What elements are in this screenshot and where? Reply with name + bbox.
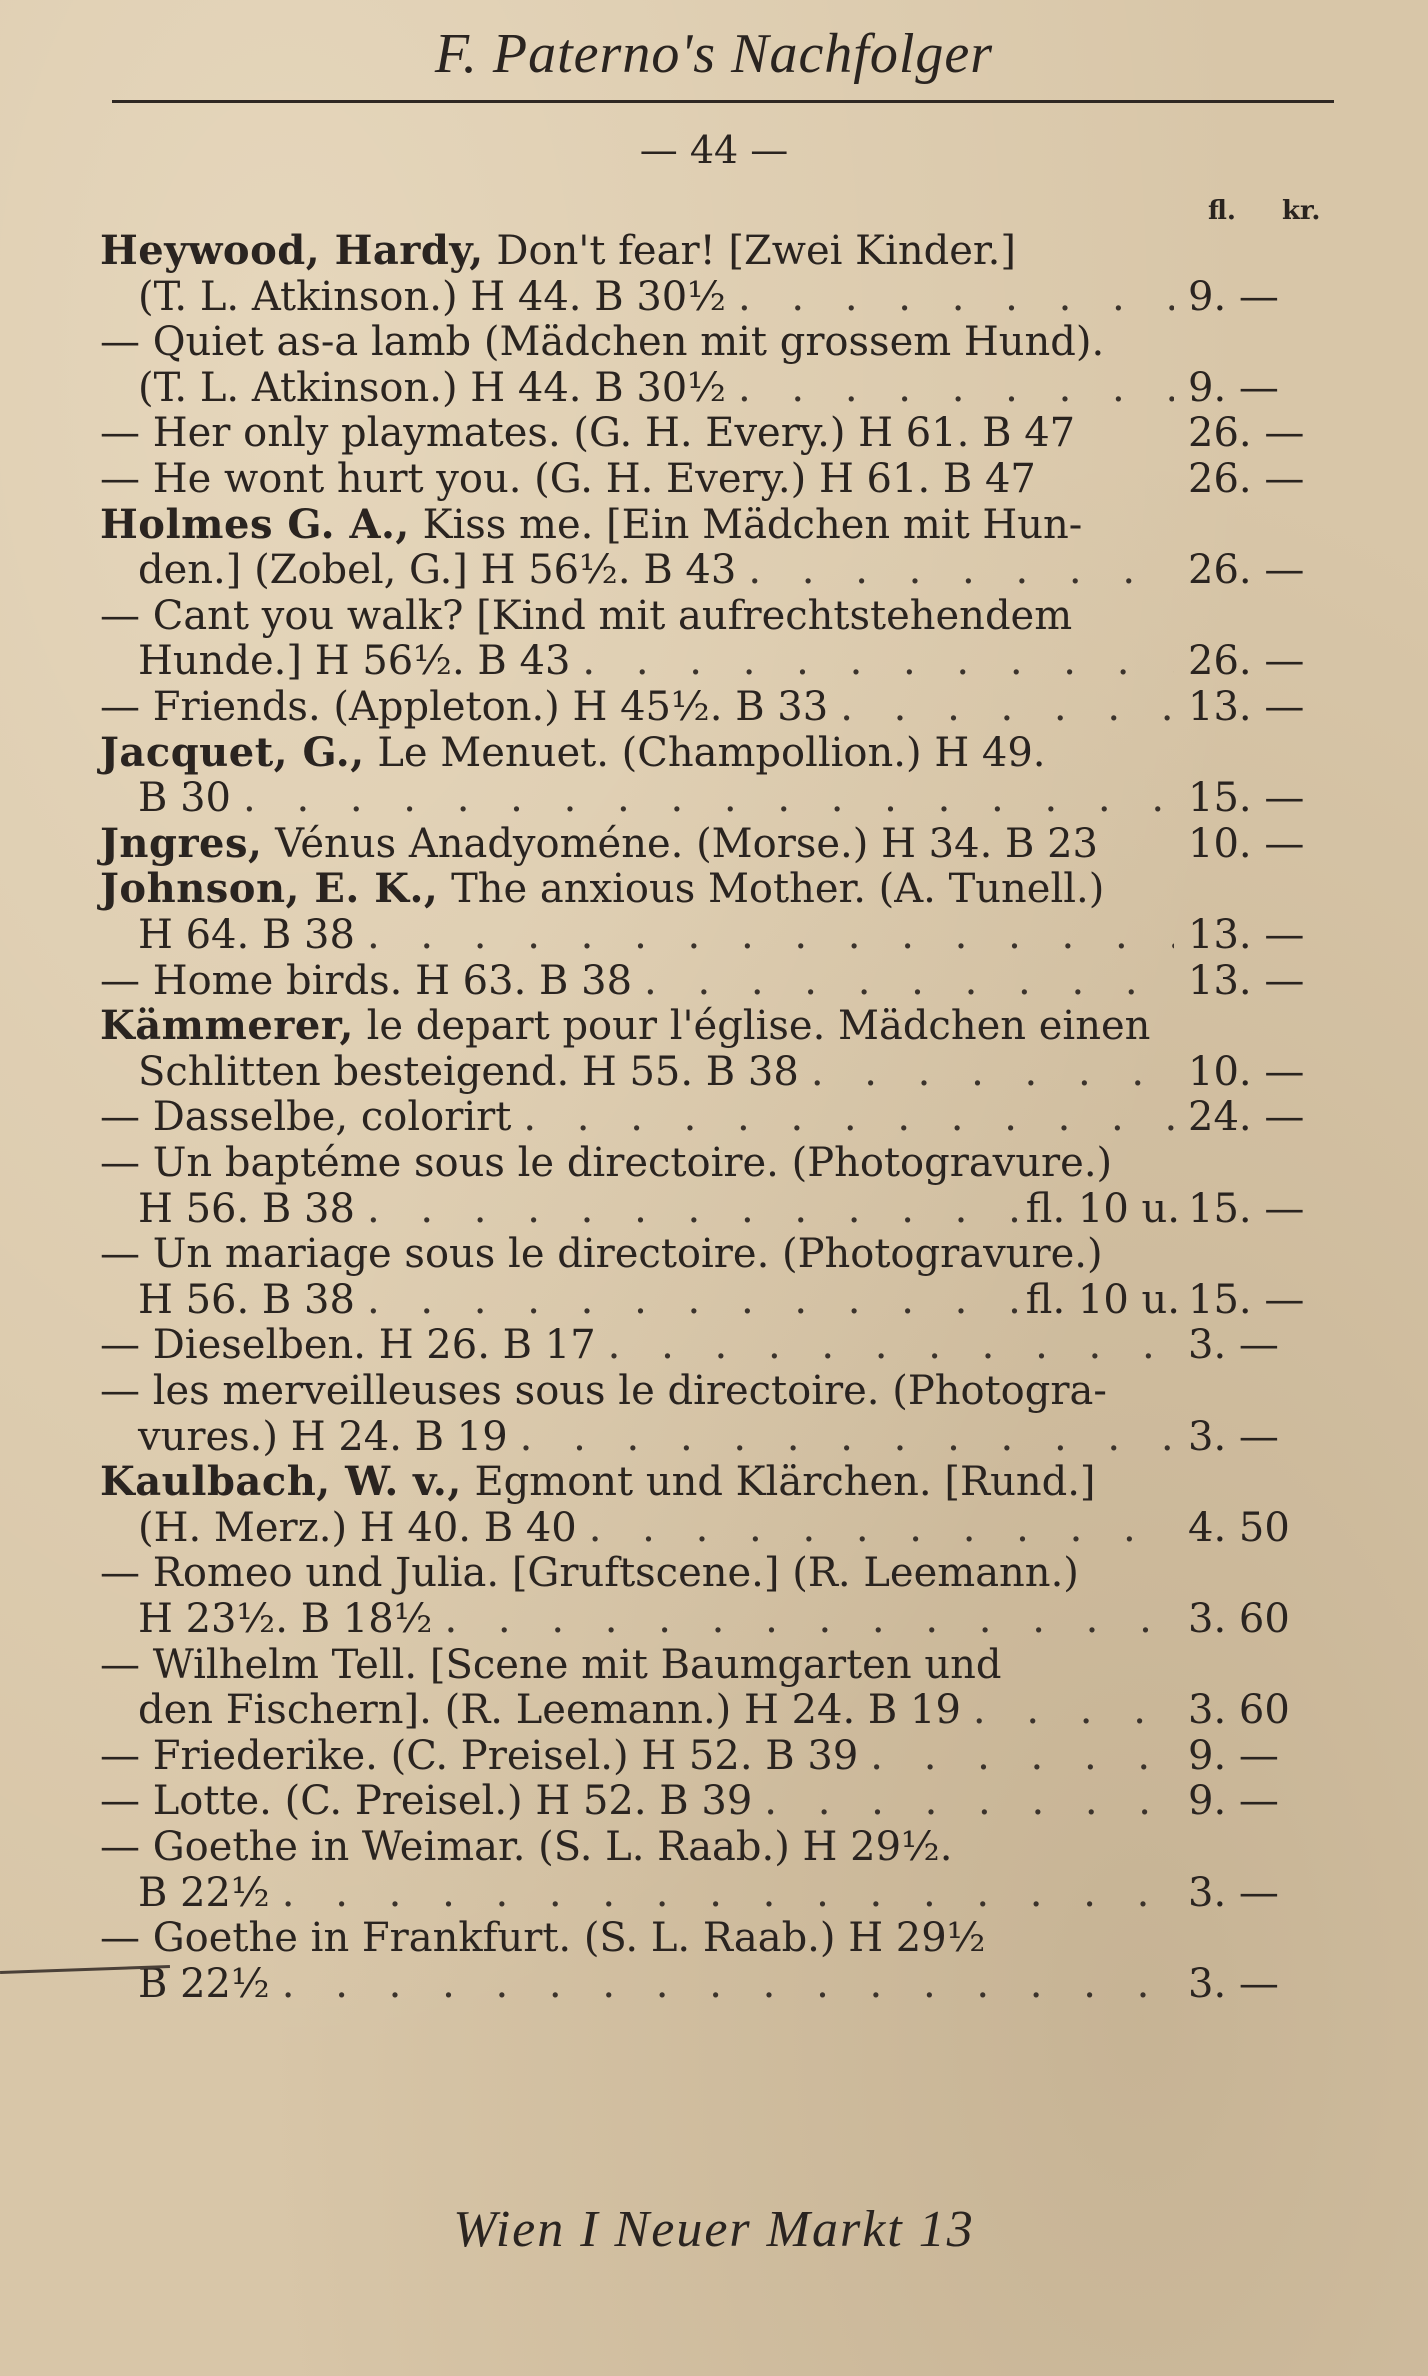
entry-text xyxy=(138,1870,270,1916)
leader-dots xyxy=(520,1414,1174,1460)
entry-text xyxy=(100,1642,1001,1688)
entry-text xyxy=(100,866,1104,912)
entry-title: B 22½ xyxy=(138,1869,270,1916)
entry-text xyxy=(100,410,1075,456)
leader-dots xyxy=(738,365,1174,411)
entry-line xyxy=(100,1778,1180,1824)
entry-title: den Fischern]. (R. Leemann.) H 24. B 19 xyxy=(138,1687,961,1734)
entry-text xyxy=(100,1550,1079,1596)
entry-line xyxy=(138,1961,1180,2007)
entry-line xyxy=(100,1003,1180,1049)
entry-line xyxy=(138,1186,1180,1232)
entry-line xyxy=(100,1824,1180,1870)
entry-title: — He wont hurt you. (G. H. Every.) H 61. B 47 xyxy=(100,456,1036,502)
entry-title: B 22½ xyxy=(138,1960,270,2007)
entry-line xyxy=(100,593,1180,639)
entry-text xyxy=(100,1459,1096,1505)
entry-author: Kämmerer, xyxy=(100,1002,354,1050)
entry-text xyxy=(100,593,1072,639)
entry-line xyxy=(100,958,1180,1004)
entry-text xyxy=(100,502,1082,548)
entry-text xyxy=(100,228,1016,274)
entry-line xyxy=(100,1094,1180,1140)
entry-line xyxy=(100,821,1180,867)
entry-title: B 30 xyxy=(138,775,232,822)
entry-price: 3. — xyxy=(1188,1960,1279,2007)
entry-text xyxy=(100,958,632,1004)
entry-text xyxy=(138,1277,355,1323)
entry-text xyxy=(100,1322,596,1368)
entry-price: 10. — xyxy=(1188,820,1305,867)
entry-price: 3. 60 xyxy=(1188,1596,1290,1642)
entry-price: 3. — xyxy=(1188,1413,1279,1460)
leader-dots xyxy=(523,1094,1174,1140)
entry-text xyxy=(100,730,1046,776)
leader-dots xyxy=(973,1687,1174,1733)
entry-title: — Un mariage sous le directoire. (Photogravure.) xyxy=(100,1231,1103,1278)
entry-title: — Dieselben. H 26. B 17 xyxy=(100,1322,596,1369)
entry-price: 3. — xyxy=(1188,1869,1279,1916)
leader-dots xyxy=(764,1778,1174,1824)
leader-dots xyxy=(582,638,1174,684)
entry-text xyxy=(100,456,1036,502)
entry-line xyxy=(138,1505,1180,1551)
entry-line xyxy=(138,638,1180,684)
entry-title: (H. Merz.) H 40. B 40 xyxy=(138,1504,577,1551)
entry-title: — Friederike. (C. Preisel.) H 52. B 39 xyxy=(100,1732,859,1779)
entry-frame-note: fl. 10 u. xyxy=(1025,1276,1180,1323)
entry-text xyxy=(100,821,1098,867)
entry-line xyxy=(100,684,1180,730)
entry-title: — Friends. (Appleton.) H 45½. B 33 xyxy=(100,684,829,730)
entry-title: H 23½. B 18½ xyxy=(138,1596,433,1642)
column-head-fl: fl. xyxy=(1208,196,1236,226)
leader-dots xyxy=(367,912,1174,958)
entry-line xyxy=(138,547,1180,593)
entry-line xyxy=(138,1049,1180,1095)
entry-text xyxy=(100,1140,1112,1186)
leader-dots xyxy=(282,1870,1174,1916)
entry-price: 15. — xyxy=(1188,775,1305,822)
entry-title: — Wilhelm Tell. [Scene mit Baumgarten und xyxy=(100,1641,1002,1688)
leader-dots xyxy=(367,1186,1020,1232)
leader-dots xyxy=(282,1961,1174,2007)
entry-text xyxy=(100,1915,985,1961)
entry-price: 9. — xyxy=(1188,1732,1279,1779)
entry-line xyxy=(100,228,1180,274)
entry-line xyxy=(100,730,1180,776)
entry-title: vures.) H 24. B 19 xyxy=(138,1413,508,1460)
entry-price: 15. — xyxy=(1188,1185,1305,1232)
entry-text xyxy=(138,912,355,958)
entry-title: — Home birds. H 63. B 38 xyxy=(100,957,633,1004)
entry-title: The anxious Mother. (A. Tunell.) xyxy=(438,866,1105,913)
entry-text xyxy=(100,1231,1103,1277)
entry-price: 26. — xyxy=(1188,547,1305,594)
entry-text xyxy=(100,1778,752,1824)
leader-dots xyxy=(748,547,1174,593)
entry-title: H 64. B 38 xyxy=(138,912,355,958)
leader-dots xyxy=(644,958,1174,1004)
entry-price: 9. — xyxy=(1188,1778,1279,1825)
leader-dots xyxy=(608,1322,1174,1368)
entry-price: 9. — xyxy=(1188,364,1279,411)
footer-address: Wien I Neuer Markt 13 xyxy=(453,2201,975,2258)
entry-text xyxy=(100,1368,1107,1414)
entry-text xyxy=(138,1186,355,1232)
entry-title: Don't fear! [Zwei Kinder.] xyxy=(483,228,1016,274)
entry-price: 4. 50 xyxy=(1188,1504,1290,1551)
entry-text xyxy=(138,547,736,593)
entry-line xyxy=(100,1915,1180,1961)
entry-title: — Her only playmates. (G. H. Every.) H 61. B 47 xyxy=(100,410,1076,457)
entry-line xyxy=(100,410,1180,456)
entry-text xyxy=(100,1094,511,1140)
entry-text xyxy=(138,1049,799,1095)
leader-dots xyxy=(367,1277,1020,1323)
entry-text xyxy=(100,319,1104,365)
entry-line xyxy=(138,274,1180,320)
entry-line xyxy=(100,1322,1180,1368)
column-head-kr: kr. xyxy=(1282,196,1321,226)
entry-line xyxy=(100,1733,1180,1779)
entry-line xyxy=(100,319,1180,365)
entry-line xyxy=(138,365,1180,411)
leader-dots xyxy=(811,1049,1174,1095)
entry-title: Le Menuet. (Champollion.) H 49. xyxy=(364,729,1046,776)
entry-title: — Goethe in Frankfurt. (S. L. Raab.) H 29½ xyxy=(100,1915,986,1962)
entry-title: — Romeo und Julia. [Gruftscene.] (R. Leemann.) xyxy=(100,1550,1079,1597)
entry-author: Holmes G. A., xyxy=(100,500,410,548)
entry-line xyxy=(138,1870,1180,1916)
entry-frame-note: fl. 10 u. xyxy=(1025,1185,1180,1232)
entry-title: Schlitten besteigend. H 55. B 38 xyxy=(138,1048,799,1095)
entry-text xyxy=(138,1596,432,1642)
entry-line xyxy=(100,456,1180,502)
leader-dots xyxy=(738,274,1174,320)
entry-title: — Goethe in Weimar. (S. L. Raab.) H 29½. xyxy=(100,1824,953,1870)
entry-title: (T. L. Atkinson.) H 44. B 30½ xyxy=(138,364,726,411)
entry-author: Kaulbach, W. v., xyxy=(100,1458,462,1506)
entry-text xyxy=(138,1505,577,1551)
entry-title: — Lotte. (C. Preisel.) H 52. B 39 xyxy=(100,1778,753,1825)
entry-price: 24. — xyxy=(1188,1094,1305,1141)
entry-text xyxy=(138,274,726,320)
entry-price: 3. 60 xyxy=(1188,1687,1290,1734)
leader-dots xyxy=(840,684,1174,730)
entry-line xyxy=(100,1231,1180,1277)
entry-price: 26. — xyxy=(1188,410,1305,457)
entry-price: 13. — xyxy=(1188,912,1305,958)
entry-title: Hunde.] H 56½. B 43 xyxy=(138,638,571,685)
entry-title: Egmont und Klärchen. [Rund.] xyxy=(461,1459,1096,1506)
leader-dots xyxy=(444,1596,1174,1642)
entry-text xyxy=(100,1733,858,1779)
entry-author: Jngres, xyxy=(100,819,263,867)
entry-price: 15. — xyxy=(1188,1276,1305,1323)
entry-title: — Quiet as-a lamb (Mädchen mit grossem Hund). xyxy=(100,319,1105,366)
entry-price: 13. — xyxy=(1188,684,1305,730)
entry-line xyxy=(138,775,1180,821)
entry-line xyxy=(100,1459,1180,1505)
entry-line xyxy=(138,1687,1180,1733)
entry-title: (T. L. Atkinson.) H 44. B 30½ xyxy=(138,273,726,320)
entry-text xyxy=(138,365,726,411)
leader-dots xyxy=(870,1733,1174,1779)
entry-line xyxy=(138,912,1180,958)
entry-title: H 56. B 38 xyxy=(138,1276,355,1323)
entry-title: — les merveilleuses sous le directoire. (Photogra- xyxy=(100,1368,1107,1414)
entry-price: 9. — xyxy=(1188,273,1279,320)
page-number: — 44 — xyxy=(639,128,789,172)
entry-title: — Un baptéme sous le directoire. (Photogravure.) xyxy=(100,1140,1113,1186)
entry-text xyxy=(100,1824,953,1870)
entry-text xyxy=(100,684,828,730)
entry-line xyxy=(100,502,1180,548)
leader-dots xyxy=(243,775,1174,821)
entry-title: le depart pour l'église. Mädchen einen xyxy=(353,1003,1151,1050)
entry-text xyxy=(138,1687,961,1733)
entry-title: Vénus Anadyoméne. (Morse.) H 34. B 23 xyxy=(262,820,1098,867)
entry-title: Kiss me. [Ein Mädchen mit Hun- xyxy=(409,501,1083,548)
entry-author: Jacquet, G., xyxy=(100,728,365,776)
entry-line xyxy=(100,1140,1180,1186)
entry-author: Johnson, E. K., xyxy=(100,865,439,913)
entry-line xyxy=(138,1596,1180,1642)
leader-dots xyxy=(589,1505,1174,1551)
entry-title: H 56. B 38 xyxy=(138,1185,355,1232)
entry-line xyxy=(138,1277,1180,1323)
entry-text xyxy=(100,1003,1150,1049)
entry-text xyxy=(138,1414,508,1460)
entry-line xyxy=(100,866,1180,912)
entry-title: den.] (Zobel, G.] H 56½. B 43 xyxy=(138,547,737,594)
entry-price: 13. — xyxy=(1188,957,1305,1004)
entry-line xyxy=(100,1550,1180,1596)
entry-line xyxy=(100,1642,1180,1688)
entry-price: 26. — xyxy=(1188,456,1305,502)
entry-line xyxy=(100,1368,1180,1414)
entry-author: Heywood, Hardy, xyxy=(100,227,484,274)
publisher-header: F. Paterno's Nachfolger xyxy=(434,23,994,85)
entry-title: — Dasselbe, colorirt xyxy=(100,1094,512,1141)
entry-title: — Cant you walk? [Kind mit aufrechtstehendem xyxy=(100,592,1073,639)
entry-line xyxy=(138,1414,1180,1460)
entry-text xyxy=(138,775,231,821)
entry-price: 3. — xyxy=(1188,1322,1279,1369)
entry-text xyxy=(138,638,570,684)
entry-price: 26. — xyxy=(1188,638,1305,685)
entry-price: 10. — xyxy=(1188,1048,1305,1095)
